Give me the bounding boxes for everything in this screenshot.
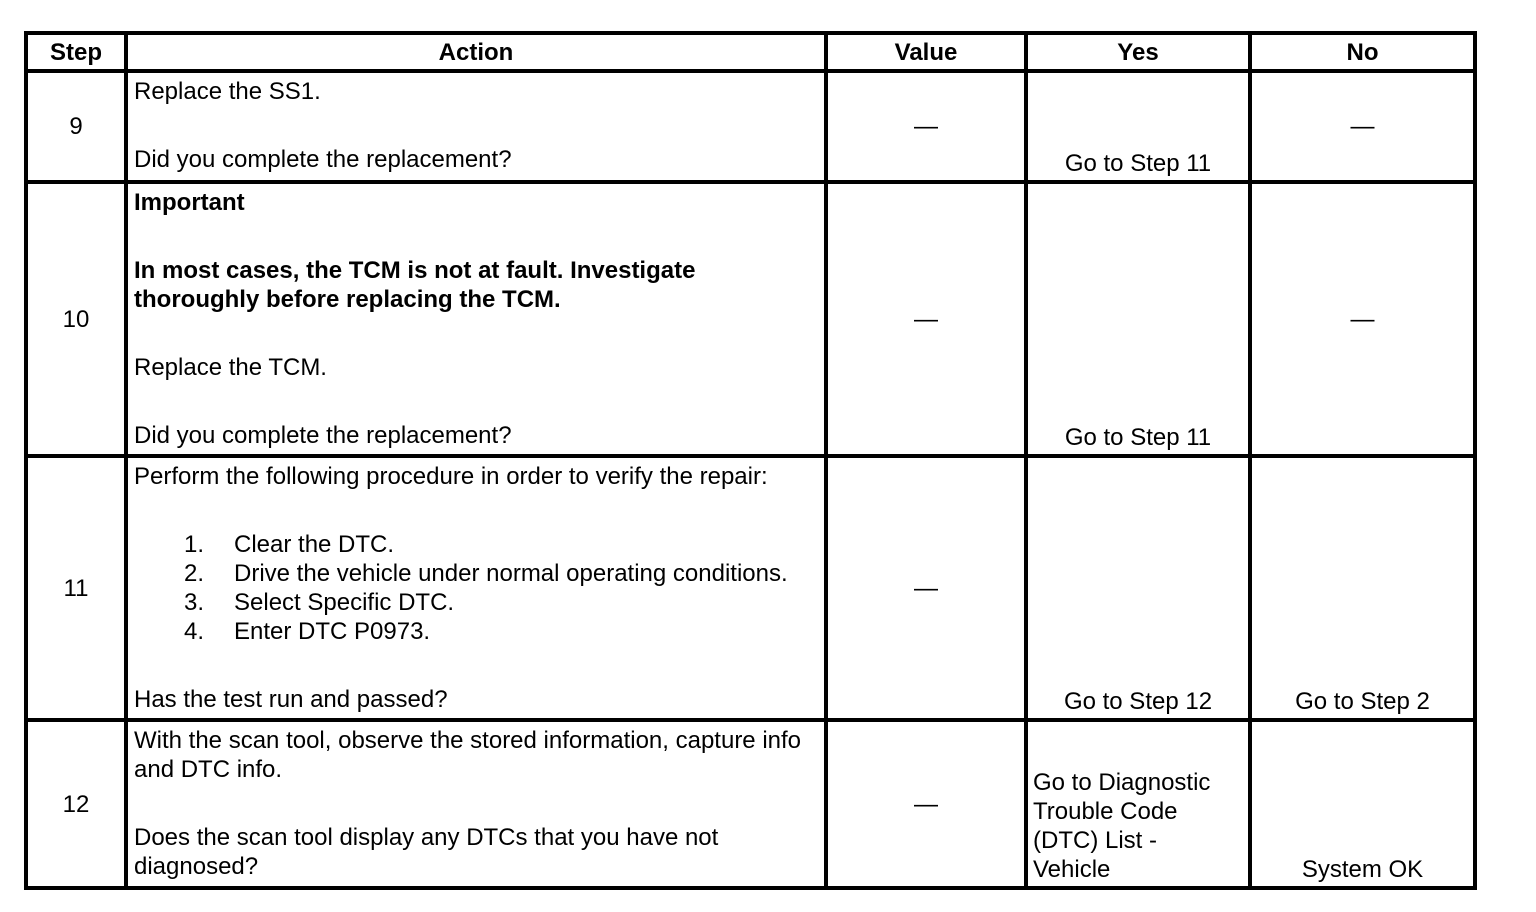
value-cell: —	[826, 182, 1026, 456]
action-cell	[126, 182, 826, 456]
action-text: Replace the SS1.	[134, 78, 321, 105]
yes-text: Go to Step 11	[1064, 150, 1212, 177]
no-cell	[1250, 456, 1475, 720]
list-item-number: 2.	[184, 560, 205, 587]
list-item	[134, 588, 818, 617]
header-step: Step	[26, 33, 126, 71]
list-item-text: Drive the vehicle under normal operating conditions.	[234, 560, 788, 587]
action-question: Did you complete the replacement?	[134, 422, 512, 449]
no-cell: —	[1250, 71, 1475, 182]
important-title: Important	[134, 189, 245, 216]
action-cell	[126, 456, 826, 720]
no-cell	[1250, 720, 1475, 888]
table-row	[26, 456, 1475, 720]
header-yes: Yes	[1026, 33, 1250, 71]
yes-text-line: (DTC) List -	[1033, 827, 1157, 854]
list-item-text: Select Specific DTC.	[234, 589, 455, 616]
list-item-number: 4.	[184, 618, 205, 645]
value-cell: —	[826, 456, 1026, 720]
action-cell	[126, 71, 826, 182]
list-item	[134, 617, 818, 646]
table-row	[26, 720, 1475, 888]
yes-text: Go to Step 11	[1064, 424, 1212, 451]
header-no: No	[1250, 33, 1475, 71]
action-cell	[126, 720, 826, 888]
yes-cell	[1026, 720, 1250, 888]
list-item-number: 1.	[184, 531, 205, 558]
yes-cell	[1026, 182, 1250, 456]
yes-text-line: Trouble Code	[1033, 798, 1178, 825]
action-question: Does the scan tool display any DTCs that you have not diagnosed?	[134, 824, 719, 880]
header-action: Action	[126, 33, 826, 71]
important-text: In most cases, the TCM is not at fault. Investigate thoroughly before replacing the TCM.	[134, 257, 696, 313]
value-cell: —	[826, 720, 1026, 888]
step-number: 11	[26, 456, 126, 720]
action-question: Did you complete the replacement?	[134, 146, 512, 173]
step-number: 10	[26, 182, 126, 456]
header-value: Value	[826, 33, 1026, 71]
step-number: 12	[26, 720, 126, 888]
action-intro: Perform the following procedure in order to verify the repair:	[134, 463, 768, 490]
no-cell: —	[1250, 182, 1475, 456]
yes-text-line: Go to Diagnostic	[1033, 769, 1211, 796]
no-text: Go to Step 2	[1295, 688, 1430, 715]
action-question: Has the test run and passed?	[134, 686, 448, 713]
list-item	[134, 559, 818, 588]
yes-text-line: Vehicle	[1033, 856, 1111, 883]
list-item-text: Enter DTC P0973.	[234, 618, 431, 645]
step-number: 9	[26, 71, 126, 182]
header-row	[26, 33, 1475, 71]
yes-cell	[1026, 456, 1250, 720]
action-text: Replace the TCM.	[134, 354, 327, 381]
value-cell: —	[826, 71, 1026, 182]
list-item-number: 3.	[184, 589, 205, 616]
list-item	[134, 530, 818, 559]
procedure-list	[134, 530, 818, 646]
diagnostic-table	[24, 31, 1477, 890]
no-text: System OK	[1301, 856, 1424, 883]
yes-cell	[1026, 71, 1250, 182]
table-row	[26, 71, 1475, 182]
action-text: With the scan tool, observe the stored information, capture info and DTC info.	[134, 727, 802, 783]
list-item-text: Clear the DTC.	[234, 531, 395, 558]
yes-text: Go to Step 12	[1063, 688, 1213, 715]
table-row	[26, 182, 1475, 456]
